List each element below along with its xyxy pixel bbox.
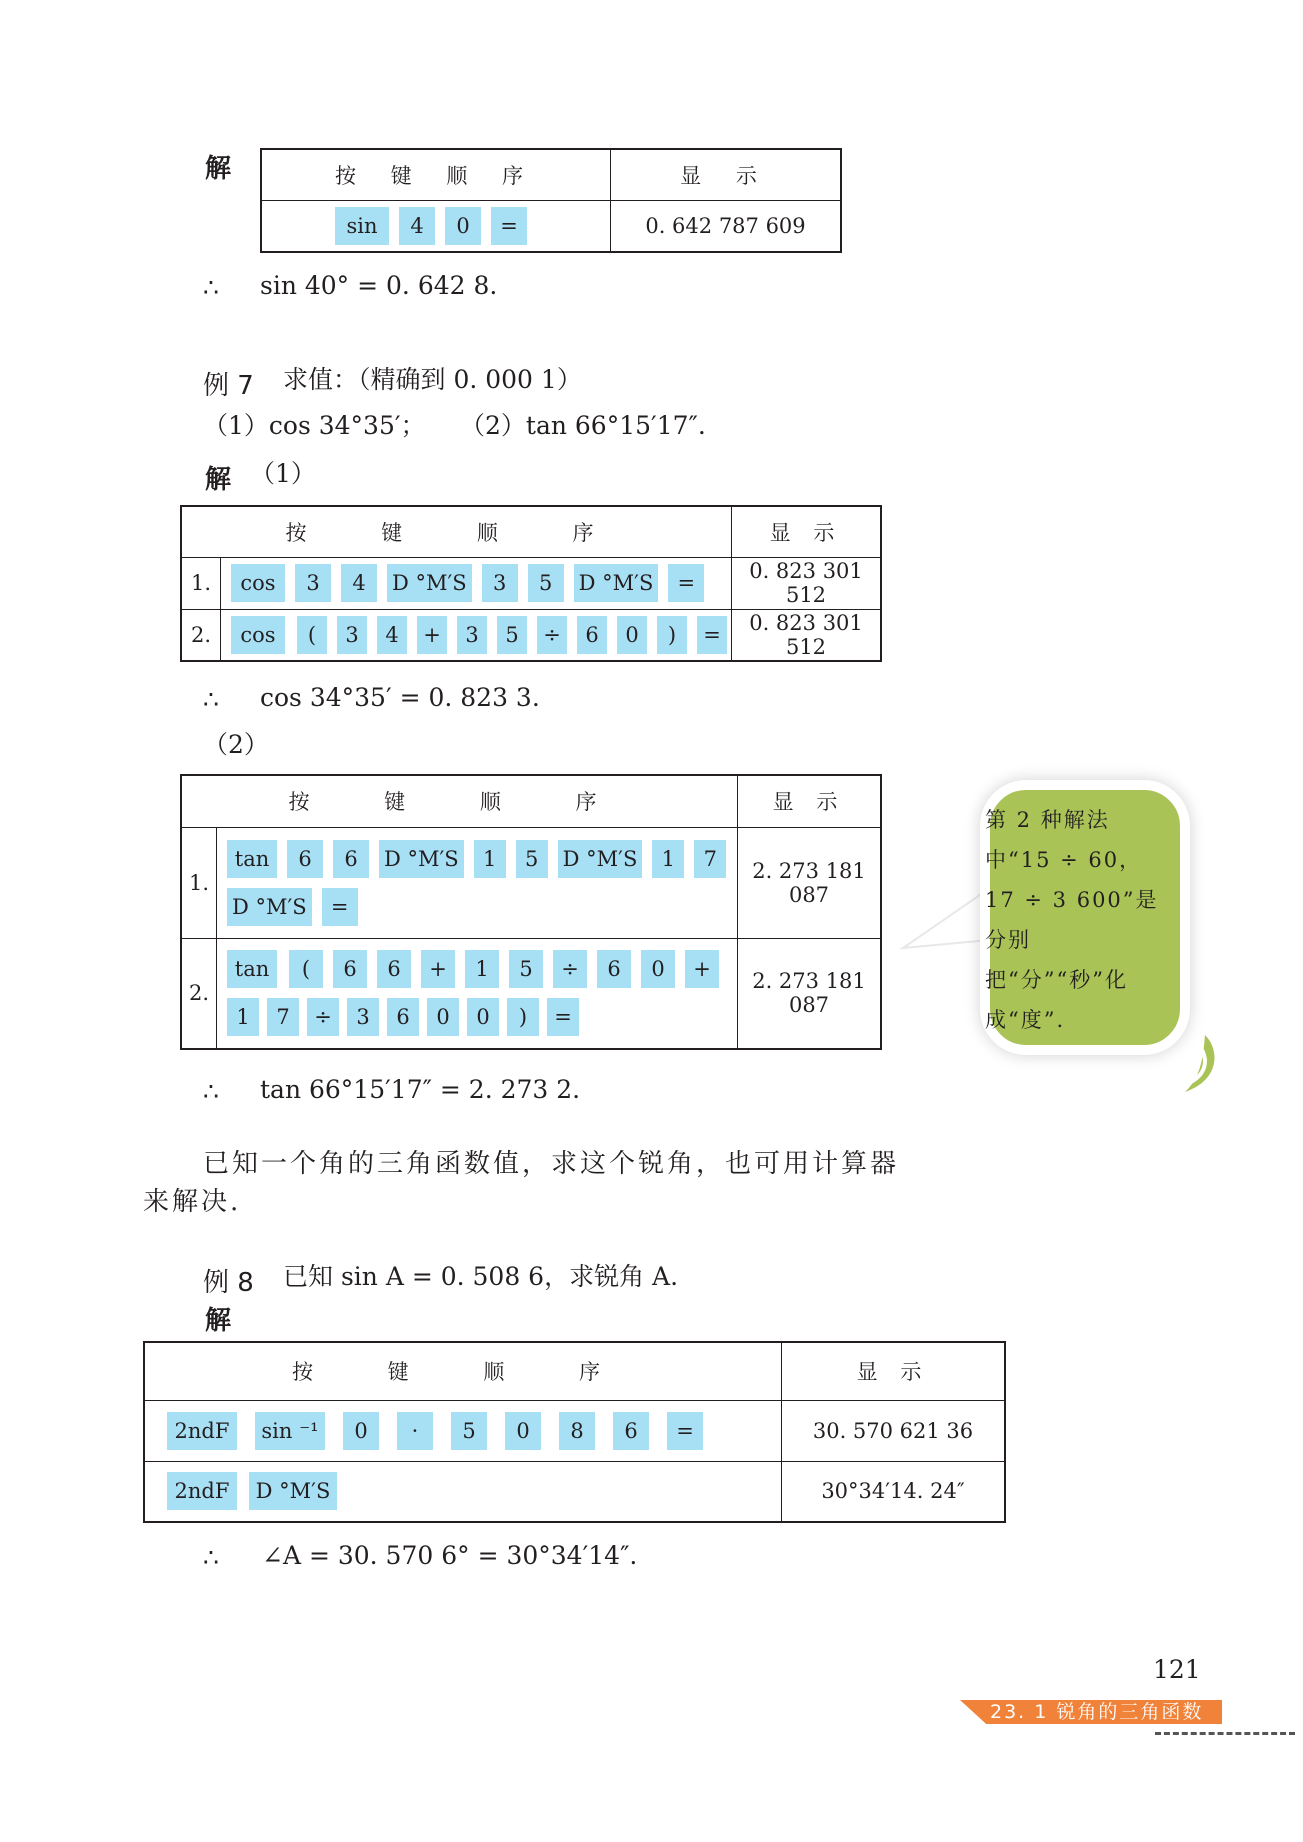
example7-title: 求值：（精确到 0. 000 1） bbox=[283, 365, 582, 394]
calc-key: 6 bbox=[287, 840, 323, 878]
decorative-leaf-icon bbox=[1165, 1030, 1225, 1100]
calc-key: 4 bbox=[341, 564, 377, 602]
display-value: 0. 642 787 609 bbox=[611, 200, 842, 252]
calc-key: 3 bbox=[337, 616, 367, 654]
calc-key: 0 bbox=[427, 998, 459, 1036]
calc-key: ) bbox=[657, 616, 687, 654]
calc-key: 5 bbox=[509, 950, 543, 988]
calc-key: 6 bbox=[613, 1412, 649, 1450]
calc-key: 6 bbox=[333, 950, 367, 988]
note-text: 第 2 种解法中“15 ÷ 60，17 ÷ 3 600”是分别把“分”“秒”化成“度”. bbox=[985, 808, 1159, 1032]
footer-divider bbox=[1155, 1732, 1295, 1735]
calc-key: = bbox=[668, 564, 704, 602]
row-number: 1. bbox=[181, 827, 217, 938]
calc-key: 5 bbox=[497, 616, 527, 654]
display-value: 2. 273 181 087 bbox=[738, 938, 882, 1049]
therefore-symbol: ∴ bbox=[203, 1543, 219, 1572]
therefore-symbol: ∴ bbox=[203, 685, 219, 714]
result-cos: cos 34°35′ = 0. 823 3. bbox=[260, 683, 540, 712]
calc-key: 4 bbox=[399, 207, 435, 245]
display-value: 0. 823 301 512 bbox=[732, 557, 882, 609]
example8-label: 例 8 bbox=[203, 1268, 254, 1298]
example7-label: 例 7 bbox=[203, 371, 254, 401]
keys-cell bbox=[221, 557, 732, 609]
keys-cell bbox=[261, 200, 611, 252]
calc-key: = bbox=[322, 888, 358, 926]
calc-key: ÷ bbox=[307, 998, 339, 1036]
calc-key: 3 bbox=[347, 998, 379, 1036]
row-number: 1. bbox=[181, 557, 221, 609]
example7-part1: （1）cos 34°35′； bbox=[203, 411, 426, 440]
calc-key: 6 bbox=[377, 950, 411, 988]
example8-title: 已知 sin A = 0. 508 6，求锐角 A. bbox=[283, 1262, 679, 1291]
section-title: 23. 1 锐角的三角函数 bbox=[990, 1701, 1204, 1723]
keystroke-table-tan bbox=[180, 774, 882, 1050]
solution-label: 解 bbox=[205, 154, 232, 184]
calc-key: 8 bbox=[559, 1412, 595, 1450]
subpart-label: （2） bbox=[203, 730, 269, 759]
calc-key: ( bbox=[297, 616, 327, 654]
calc-key: 5 bbox=[528, 564, 564, 602]
keystroke-table-arcsin bbox=[143, 1341, 1006, 1523]
calc-key: 2ndF bbox=[167, 1412, 237, 1450]
example7-part2: （2）tan 66°15′17″. bbox=[460, 411, 706, 440]
keys-cell bbox=[144, 1400, 782, 1461]
header-display: 显 示 bbox=[611, 149, 842, 200]
calc-key: ) bbox=[507, 998, 539, 1036]
display-value: 30°34′14. 24″ bbox=[782, 1461, 1006, 1522]
calc-key: ÷ bbox=[537, 616, 567, 654]
calc-key: D °M′S bbox=[227, 888, 312, 926]
keystroke-table-cos bbox=[180, 505, 882, 662]
calc-key: 0 bbox=[505, 1412, 541, 1450]
header-display: 显 示 bbox=[782, 1342, 1006, 1400]
header-keys: 按 键 顺 序 bbox=[181, 775, 738, 827]
calc-key: 7 bbox=[267, 998, 299, 1036]
calc-key: + bbox=[685, 950, 719, 988]
calc-key: 0 bbox=[445, 207, 481, 245]
calc-key: D °M′S bbox=[574, 564, 659, 602]
calc-key: 6 bbox=[597, 950, 631, 988]
therefore-symbol: ∴ bbox=[203, 1077, 219, 1106]
calc-key: 1 bbox=[652, 840, 684, 878]
calc-key: 7 bbox=[694, 840, 726, 878]
calc-key: = bbox=[697, 616, 727, 654]
calc-key: 0 bbox=[617, 616, 647, 654]
keystroke-table-sin40 bbox=[260, 148, 842, 253]
calc-key: D °M′S bbox=[558, 840, 643, 878]
keys-cell bbox=[217, 938, 738, 1049]
header-display: 显 示 bbox=[738, 775, 882, 827]
calc-key: tan bbox=[227, 950, 277, 988]
calc-key: + bbox=[421, 950, 455, 988]
calc-key: 5 bbox=[451, 1412, 487, 1450]
header-display: 显 示 bbox=[732, 506, 882, 557]
calc-key: 3 bbox=[295, 564, 331, 602]
calc-key: 0 bbox=[467, 998, 499, 1036]
calc-key: 1 bbox=[227, 998, 259, 1036]
header-keys: 按 键 顺 序 bbox=[261, 149, 611, 200]
therefore-symbol: ∴ bbox=[203, 273, 219, 302]
header-keys: 按 键 顺 序 bbox=[144, 1342, 782, 1400]
keys-cell bbox=[217, 827, 738, 938]
calc-key: 1 bbox=[465, 950, 499, 988]
calc-key: 6 bbox=[333, 840, 369, 878]
calc-key: tan bbox=[227, 840, 277, 878]
calc-key: = bbox=[667, 1412, 703, 1450]
calc-key: 4 bbox=[377, 616, 407, 654]
calc-key: 3 bbox=[457, 616, 487, 654]
calc-key: = bbox=[491, 207, 527, 245]
calc-key: ( bbox=[289, 950, 323, 988]
calc-key: D °M′S bbox=[379, 840, 464, 878]
keys-cell bbox=[221, 609, 732, 661]
display-value: 30. 570 621 36 bbox=[782, 1400, 1006, 1461]
display-value: 0. 823 301 512 bbox=[732, 609, 882, 661]
header-keys: 按 键 顺 序 bbox=[181, 506, 732, 557]
calc-key: + bbox=[417, 616, 447, 654]
calc-key: sin ⁻¹ bbox=[255, 1412, 325, 1450]
solution-label: 解 bbox=[205, 465, 232, 495]
calc-key: 6 bbox=[387, 998, 419, 1036]
calc-key: D °M′S bbox=[249, 1472, 337, 1510]
calc-key: sin bbox=[335, 207, 389, 245]
calc-key: D °M′S bbox=[387, 564, 472, 602]
calc-key: 0 bbox=[343, 1412, 379, 1450]
calc-key: 3 bbox=[482, 564, 518, 602]
display-value: 2. 273 181 087 bbox=[738, 827, 882, 938]
subpart-label: （1） bbox=[250, 459, 316, 488]
solution-label: 解 bbox=[205, 1306, 232, 1336]
paragraph-line1: 已知一个角的三角函数值，求这个锐角，也可用计算器 bbox=[203, 1149, 900, 1179]
result-angle: ∠A = 30. 570 6° = 30°34′14″. bbox=[262, 1541, 638, 1570]
calc-key: = bbox=[547, 998, 579, 1036]
calc-key: 6 bbox=[577, 616, 607, 654]
page-number: 121 bbox=[1153, 1655, 1201, 1684]
calc-key: cos bbox=[231, 616, 285, 654]
row-number: 2. bbox=[181, 938, 217, 1049]
row-number: 2. bbox=[181, 609, 221, 661]
calc-key: 0 bbox=[641, 950, 675, 988]
calc-key: ÷ bbox=[553, 950, 587, 988]
calc-key: 5 bbox=[516, 840, 548, 878]
result-sin40: sin 40° = 0. 642 8. bbox=[260, 271, 498, 300]
calc-key: 1 bbox=[474, 840, 506, 878]
calc-key: · bbox=[397, 1412, 433, 1450]
paragraph-line2: 来解决. bbox=[143, 1187, 242, 1217]
calc-key: 2ndF bbox=[167, 1472, 237, 1510]
calc-key: cos bbox=[231, 564, 285, 602]
result-tan: tan 66°15′17″ = 2. 273 2. bbox=[260, 1075, 581, 1104]
keys-cell bbox=[144, 1461, 782, 1522]
